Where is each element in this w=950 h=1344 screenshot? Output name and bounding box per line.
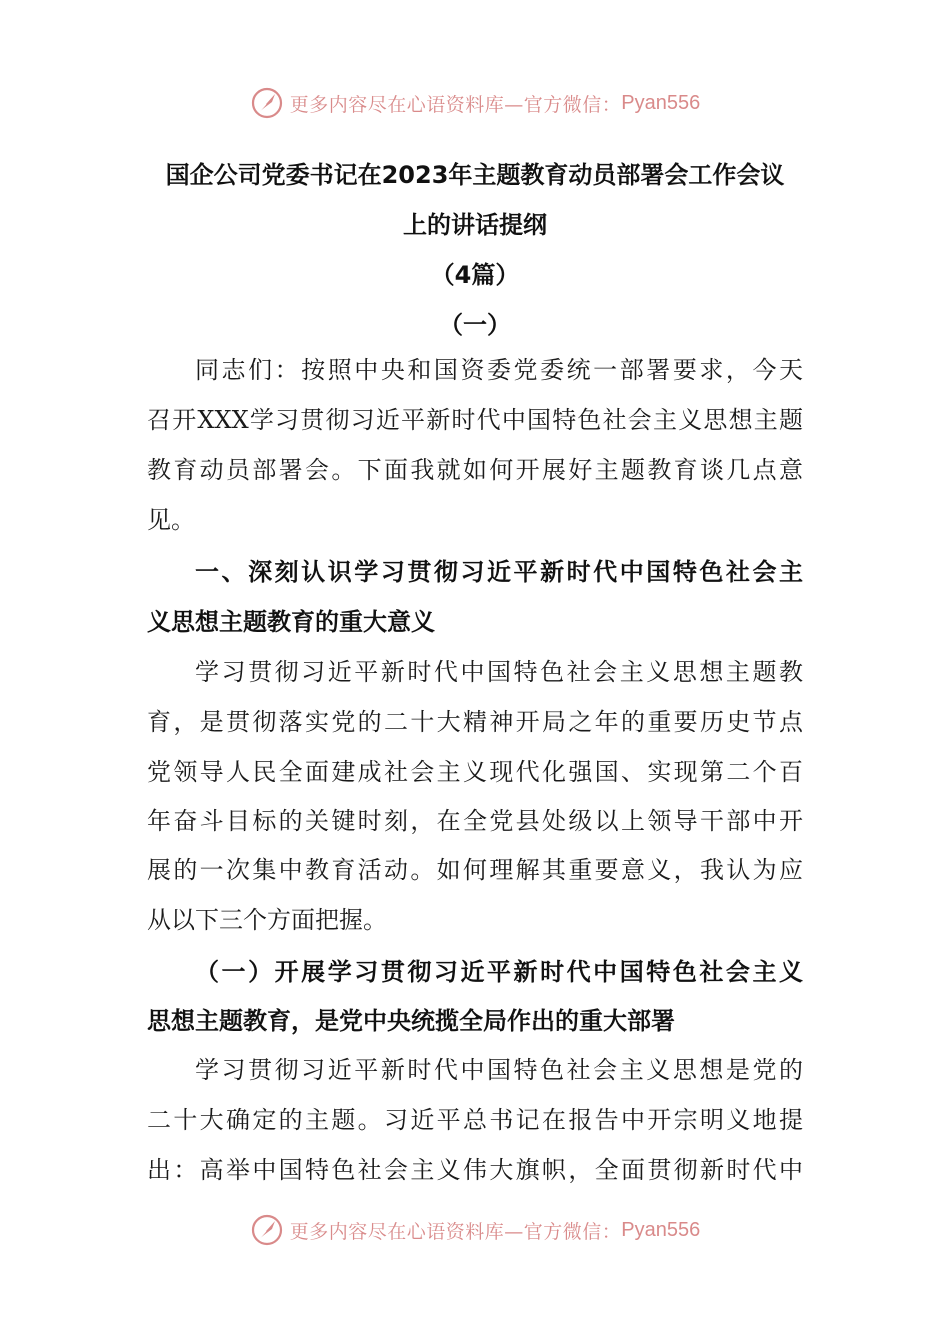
quill-logo-icon (250, 86, 284, 120)
heading-line: 义思想主题教育的重大意义 (147, 608, 435, 636)
paragraph-line: 从以下三个方面把握。 (147, 906, 387, 934)
section-number: （一） (439, 311, 511, 339)
document-title-line-1: 国企公司党委书记在2023年主题教育动员部署会工作会议 (165, 161, 785, 189)
paragraph-line: 二十大确定的主题。习近平总书记在报告中开宗明义地提 (147, 1106, 803, 1134)
watermark-text: 更多内容尽在心语资料库—官方微信： (289, 93, 622, 116)
quill-logo-icon (250, 1213, 284, 1247)
heading-line: 一、深刻认识学习贯彻习近平新时代中国特色社会主 (195, 558, 803, 586)
watermark-wechat-id: Pyan556 (621, 1218, 701, 1241)
paragraph-line: 学习贯彻习近平新时代中国特色社会主义思想主题教 (195, 658, 803, 686)
paragraph-line: 党领导人民全面建成社会主义现代化强国、实现第二个百 (147, 758, 803, 786)
watermark-text: 更多内容尽在心语资料库—官方微信： (289, 1220, 622, 1243)
subheading-line: 思想主题教育，是党中央统揽全局作出的重大部署 (147, 1007, 675, 1035)
document-count: （4篇） (430, 261, 520, 289)
paragraph-line: 召开XXX学习贯彻习近平新时代中国特色社会主义思想主题 (147, 406, 803, 434)
watermark-wechat-id: Pyan556 (621, 91, 701, 114)
subheading-line: （一）开展学习贯彻习近平新时代中国特色社会主义 (195, 958, 803, 986)
document-title-line-2: 上的讲话提纲 (403, 211, 547, 239)
watermark-footer (0, 1210, 950, 1250)
paragraph-line: 出：高举中国特色社会主义伟大旗帜，全面贯彻新时代中 (147, 1156, 803, 1184)
paragraph-line: 展的一次集中教育活动。如何理解其重要意义，我认为应 (147, 856, 803, 884)
paragraph-line: 育，是贯彻落实党的二十大精神开局之年的重要历史节点 (147, 708, 803, 736)
watermark-header (0, 83, 950, 123)
paragraph-line: 年奋斗目标的关键时刻，在全党县处级以上领导干部中开 (147, 807, 803, 835)
paragraph-line: 见。 (147, 506, 195, 534)
paragraph-line: 同志们：按照中央和国资委党委统一部署要求，今天 (195, 356, 803, 384)
paragraph-line: 学习贯彻习近平新时代中国特色社会主义思想是党的 (195, 1056, 803, 1084)
paragraph-line: 教育动员部署会。下面我就如何开展好主题教育谈几点意 (147, 456, 803, 484)
